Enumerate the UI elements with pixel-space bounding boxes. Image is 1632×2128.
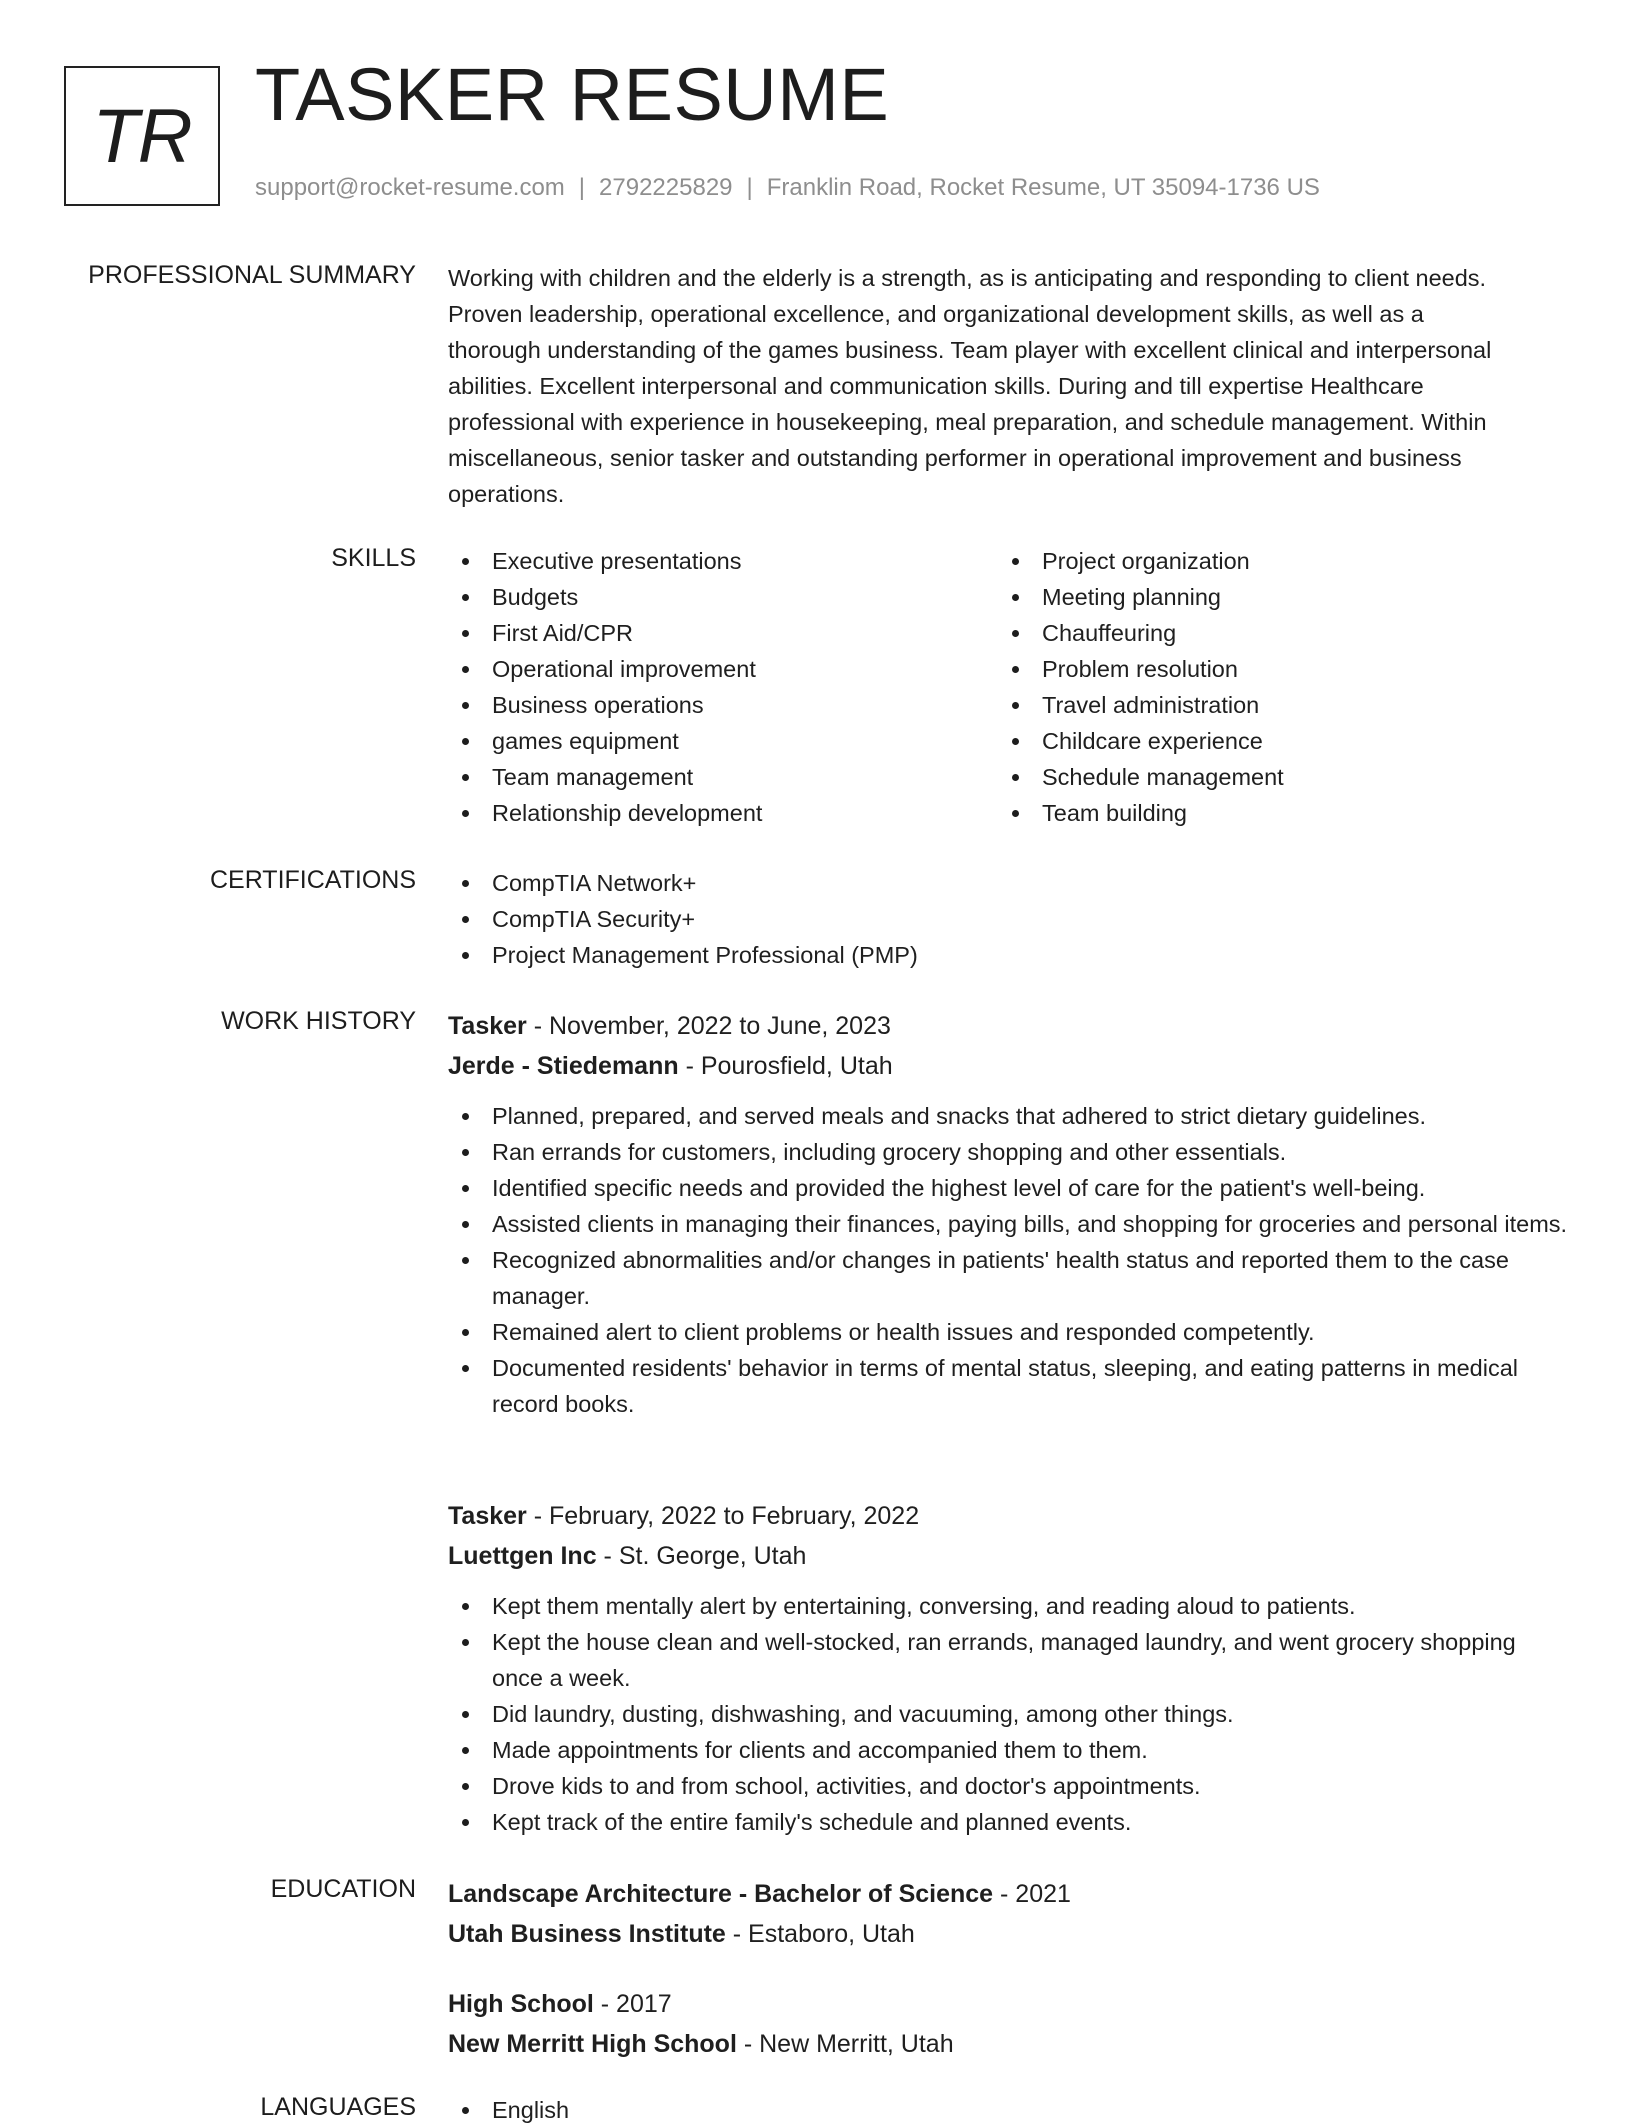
job-company: Luettgen Inc	[448, 1542, 597, 1570]
job-company: Jerde - Stiedemann	[448, 1052, 679, 1080]
education-degree-line	[448, 1874, 1568, 1914]
skill-item: Project organization	[998, 543, 1538, 579]
summary-line: professional with experience in housekeeping, meal preparation, and schedule management. Within	[448, 409, 1487, 435]
skill-item: Relationship development	[448, 795, 988, 831]
summary-line: Proven leadership, operational excellence, and organizational development skills, as well as a	[448, 301, 1424, 327]
job-company-line	[448, 1536, 1568, 1576]
education-location: - Estaboro, Utah	[725, 1920, 915, 1948]
education-location: - New Merritt, Utah	[736, 2030, 954, 2058]
education-school-line	[448, 2024, 1568, 2064]
skill-item: Business operations	[448, 687, 988, 723]
education-year: - 2017	[593, 1990, 672, 2018]
certification-item: CompTIA Network+	[448, 865, 1568, 901]
job-bullets	[448, 1098, 1568, 1422]
job-entry	[448, 1006, 1568, 1422]
job-title-line	[448, 1006, 1568, 1046]
skill-item: games equipment	[448, 723, 988, 759]
monogram-initials: TR	[92, 93, 192, 179]
education-degree-line	[448, 1984, 1568, 2024]
education-school: New Merritt High School	[448, 2030, 737, 2058]
contact-separator: |	[578, 174, 586, 201]
education-degree: Landscape Architecture - Bachelor of Science	[448, 1880, 994, 1908]
job-location: - Pourosfield, Utah	[678, 1052, 893, 1080]
skill-item: Childcare experience	[998, 723, 1538, 759]
certifications-body	[448, 865, 1568, 973]
section-label: LANGUAGES	[260, 2093, 416, 2121]
job-bullet: Documented residents' behavior in terms of mental status, sleeping, and eating patterns in medical record books.	[448, 1350, 1568, 1422]
section-label: WORK HISTORY	[221, 1007, 416, 1035]
monogram-box	[64, 66, 220, 206]
skill-item: Meeting planning	[998, 579, 1538, 615]
section-label: PROFESSIONAL SUMMARY	[88, 261, 416, 289]
summary-line: Working with children and the elderly is a strength, as is anticipating and responding to client needs.	[448, 265, 1487, 291]
contact-address: Franklin Road, Rocket Resume, UT 35094-1736 US	[766, 174, 1320, 201]
skill-item: Team building	[998, 795, 1538, 831]
certifications-list	[448, 865, 1568, 973]
job-dates: - November, 2022 to June, 2023	[526, 1012, 891, 1040]
summary-line: operations.	[448, 481, 565, 507]
certification-item: CompTIA Security+	[448, 901, 1568, 937]
skill-item: Budgets	[448, 579, 988, 615]
job-location: - St. George, Utah	[596, 1542, 807, 1570]
education-degree: High School	[448, 1990, 594, 2018]
education-year: - 2021	[993, 1880, 1071, 1908]
job-bullet: Kept them mentally alert by entertaining, conversing, and reading aloud to patients.	[448, 1588, 1568, 1624]
resume-name: TASKER RESUME	[255, 53, 890, 136]
job-title-line	[448, 1496, 1568, 1536]
job-company-line	[448, 1046, 1568, 1086]
job-bullet: Assisted clients in managing their finances, paying bills, and shopping for groceries and personal items.	[448, 1206, 1568, 1242]
skill-item: Operational improvement	[448, 651, 988, 687]
contact-email: support@rocket-resume.com	[255, 174, 565, 201]
job-bullet: Recognized abnormalities and/or changes in patients' health status and reported them to the case manager.	[448, 1242, 1568, 1314]
job-bullet: Planned, prepared, and served meals and snacks that adhered to strict dietary guidelines.	[448, 1098, 1568, 1134]
job-dates: - February, 2022 to February, 2022	[526, 1502, 920, 1530]
skill-item: Travel administration	[998, 687, 1538, 723]
job-bullet: Remained alert to client problems or health issues and responded competently.	[448, 1314, 1568, 1350]
section-label: CERTIFICATIONS	[209, 866, 416, 894]
skills-list-right	[998, 543, 1538, 831]
job-bullet: Kept the house clean and well-stocked, ran errands, managed laundry, and went grocery shopping once a week.	[448, 1624, 1568, 1696]
languages-list	[448, 2092, 1568, 2128]
job-bullet: Made appointments for clients and accompanied them to them.	[448, 1732, 1568, 1768]
job-bullet: Kept track of the entire family's schedule and planned events.	[448, 1804, 1568, 1840]
summary-line: thorough understanding of the games business. Team player with excellent clinical and interpersonal	[448, 337, 1492, 363]
education-entry	[448, 1984, 1568, 2064]
skill-item: Team management	[448, 759, 988, 795]
summary-line: miscellaneous, senior tasker and outstanding performer in operational improvement and business	[448, 445, 1462, 471]
certification-item: Project Management Professional (PMP)	[448, 937, 1568, 973]
job-bullets	[448, 1588, 1568, 1840]
skills-list-left	[448, 543, 988, 831]
job-title: Tasker	[448, 1502, 527, 1530]
skill-item: Problem resolution	[998, 651, 1538, 687]
job-bullet: Identified specific needs and provided the highest level of care for the patient's well-being.	[448, 1170, 1568, 1206]
education-school: Utah Business Institute	[448, 1920, 726, 1948]
job-bullet: Ran errands for customers, including grocery shopping and other essentials.	[448, 1134, 1568, 1170]
contact-separator: |	[746, 174, 753, 201]
summary-text	[448, 260, 1568, 512]
summary-line: abilities. Excellent interpersonal and communication skills. During and till expertise Healthcare	[448, 373, 1424, 399]
skill-item: Chauffeuring	[998, 615, 1538, 651]
languages-body	[448, 2092, 1568, 2128]
job-entry	[448, 1496, 1568, 1840]
job-bullet: Drove kids to and from school, activities, and doctor's appointments.	[448, 1768, 1568, 1804]
education-entry	[448, 1874, 1568, 1954]
skill-item: Schedule management	[998, 759, 1538, 795]
contact-phone: 2792225829	[599, 174, 733, 201]
language-item: English	[448, 2092, 1568, 2128]
job-bullet: Did laundry, dusting, dishwashing, and vacuuming, among other things.	[448, 1696, 1568, 1732]
education-school-line	[448, 1914, 1568, 1954]
section-label: SKILLS	[331, 544, 416, 572]
skill-item: Executive presentations	[448, 543, 988, 579]
contact-line	[255, 176, 1320, 200]
job-title: Tasker	[448, 1012, 527, 1040]
section-label: EDUCATION	[270, 1875, 416, 1903]
skill-item: First Aid/CPR	[448, 615, 988, 651]
